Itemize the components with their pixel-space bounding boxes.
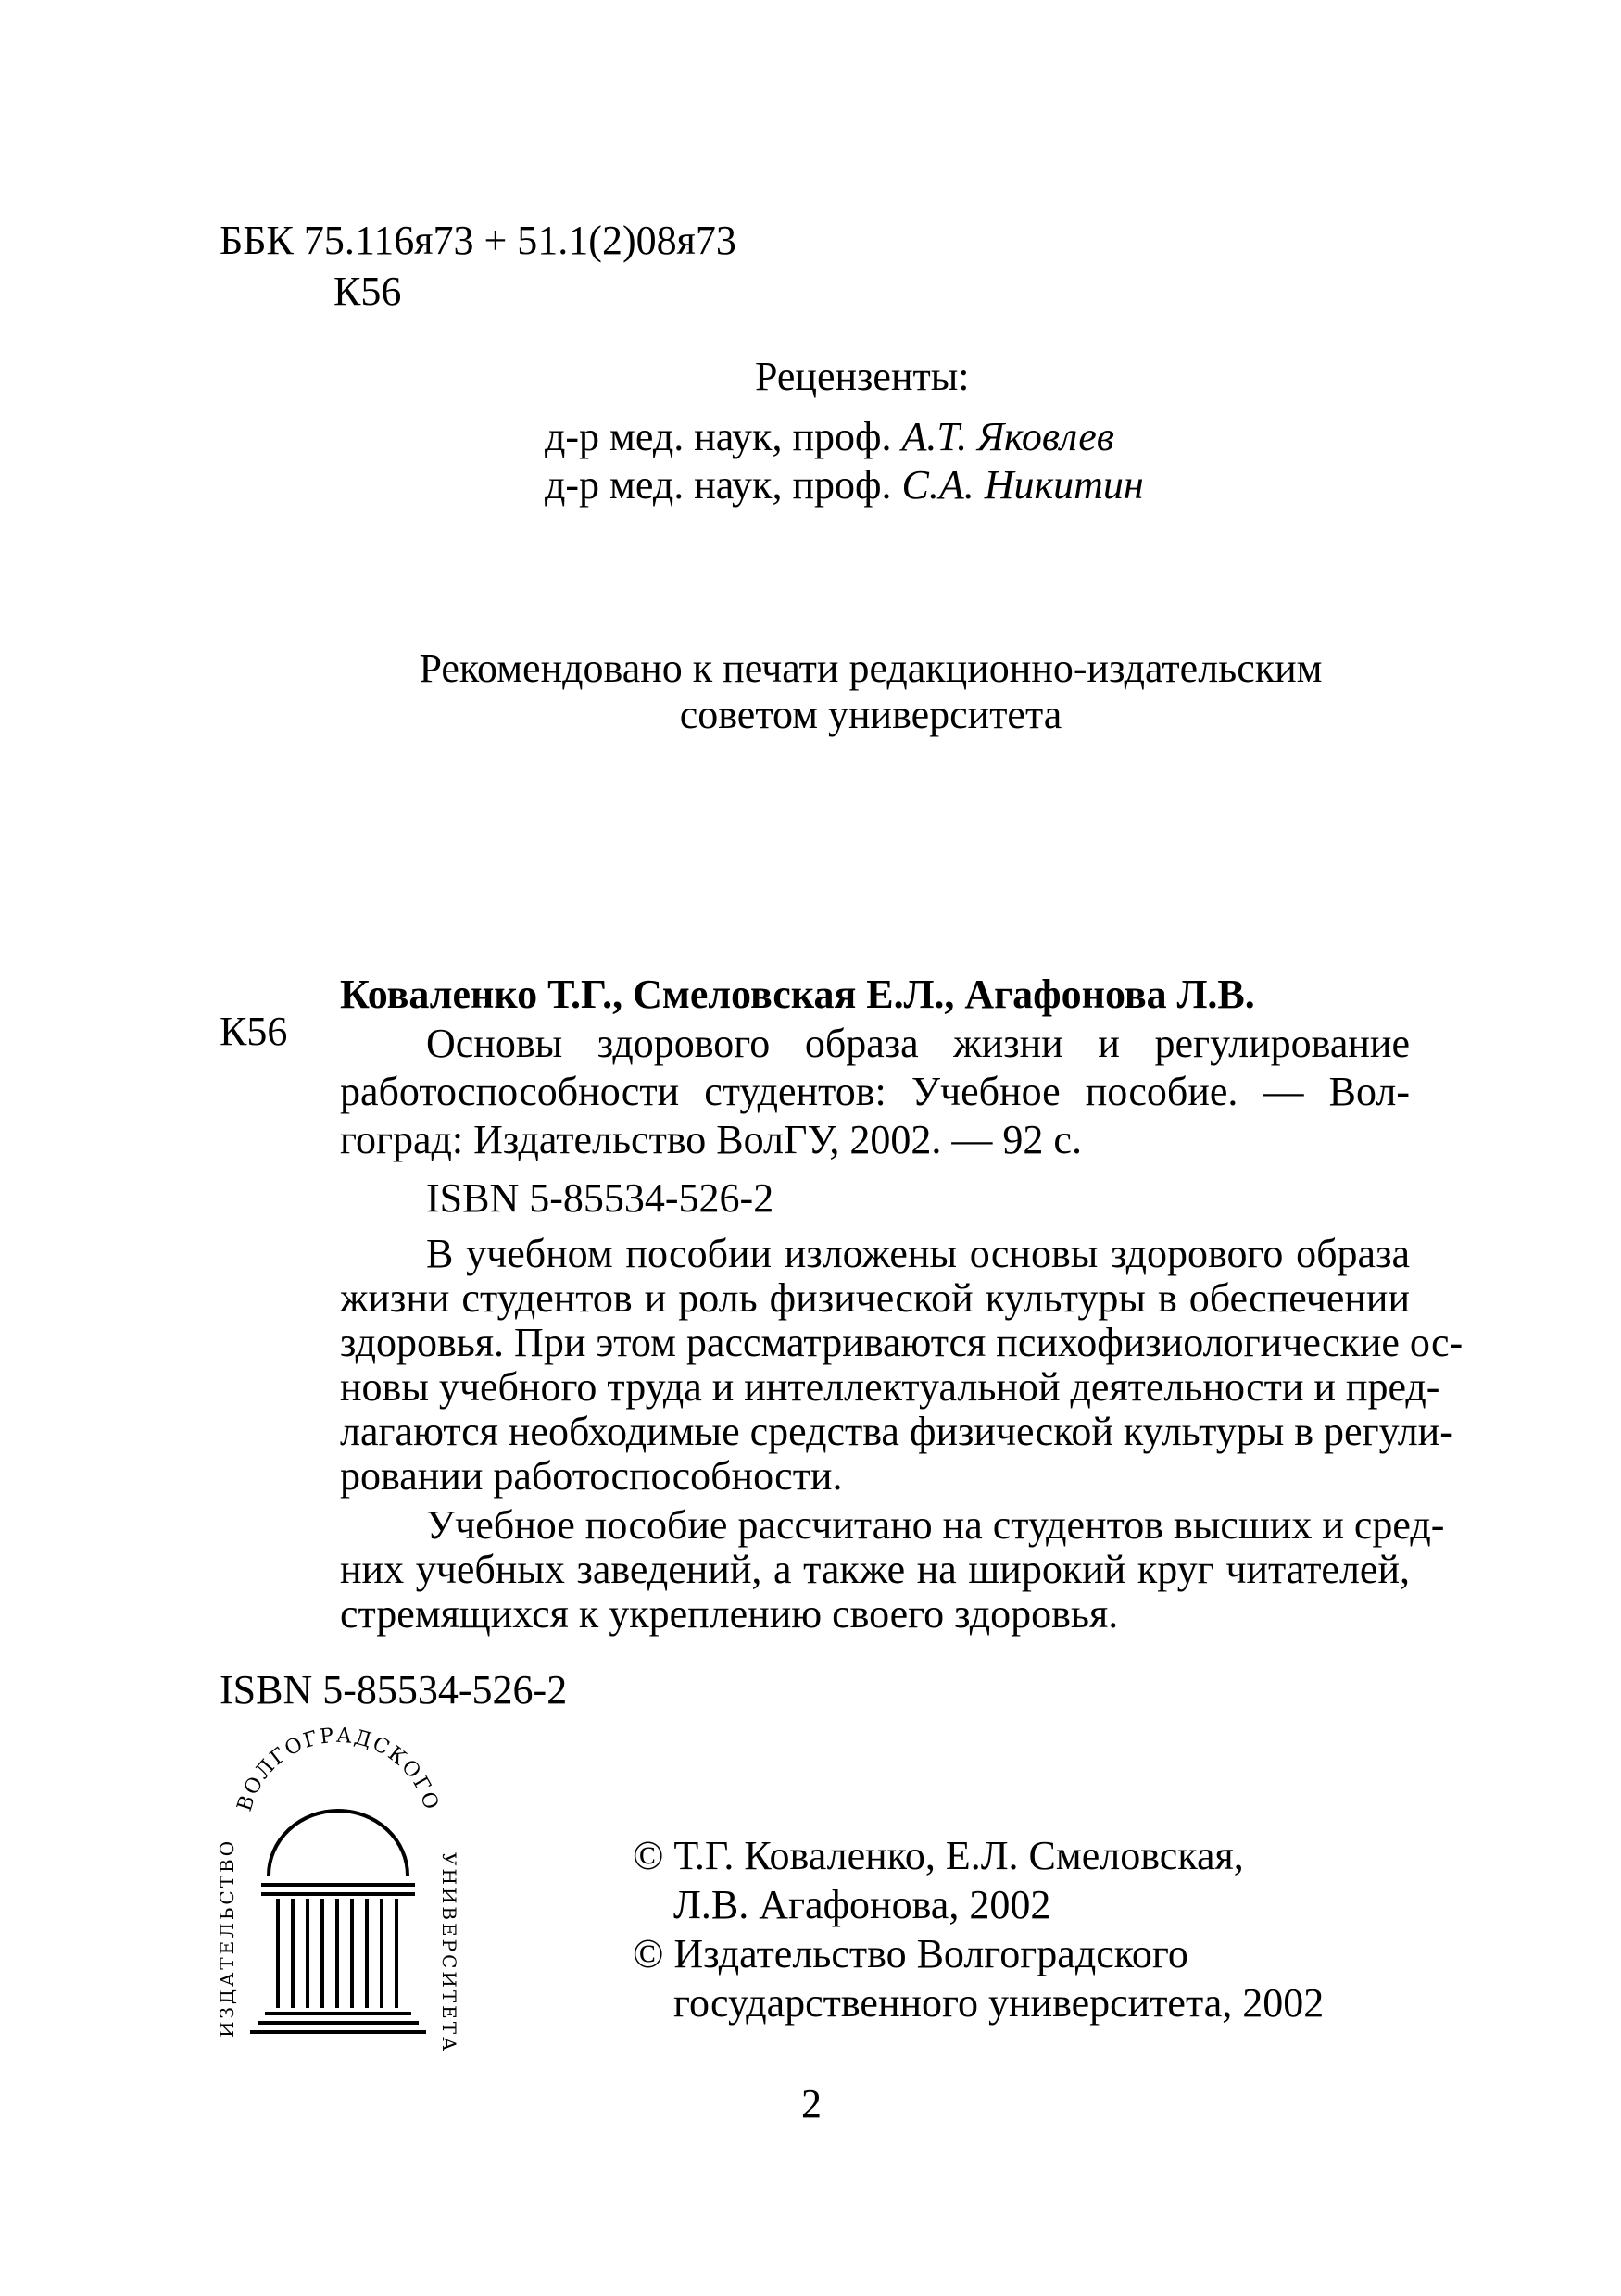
svg-text:ВОЛГОГРАДСКОГО: [233, 1725, 443, 1814]
copyright-line-2: Л.В. Агафонова, 2002: [673, 1882, 1051, 1927]
recommendation: [278, 648, 1464, 741]
page-number: 2: [801, 2081, 822, 2127]
copyright-line-3: © Издательство Волгоградского: [633, 1931, 1188, 1976]
abstract1-line-1: В учебном пособии изложены основы здорового образа: [426, 1231, 1410, 1276]
logo-left-text: ИЗДАТЕЛЬСТВО: [216, 1838, 238, 2038]
copyright-line-1: © Т.Г. Коваленко, Е.Л. Смеловская,: [633, 1833, 1244, 1878]
bbk-index: ББК 75.116я73 + 51.1(2)08я73: [220, 218, 736, 263]
authors: Коваленко Т.Г., Смеловская Е.Л., Агафонова Л.В.: [340, 972, 1255, 1017]
abstract2-line-3: стремящихся к укреплению своего здоровья.: [340, 1591, 1119, 1637]
logo-right-text: УНИВЕРСИТЕТА: [438, 1852, 460, 2054]
recommendation-line-2: советом университета: [679, 692, 1062, 737]
reviewer-1-title: д-р мед. наук, проф.: [545, 414, 902, 459]
author-mark-catalog: К56: [220, 1009, 288, 1054]
isbn-bottom: ISBN 5-85534-526-2: [220, 1667, 568, 1713]
abstract1-line-2: жизни студентов и роль физической культуры в обеспечении: [340, 1275, 1410, 1321]
desc-line-3: гоград: Издательство ВолГУ, 2002. — 92 с.: [340, 1117, 1082, 1162]
publisher-logo: [213, 1713, 463, 2056]
reviewers-heading: Рецензенты:: [755, 354, 970, 399]
author-mark-top: К56: [333, 269, 402, 314]
abstract1-line-6: ровании работоспособности.: [340, 1453, 843, 1499]
desc-line-2: работоспособности студентов: Учебное пособие. — Вол-: [340, 1069, 1410, 1114]
abstract2-line-2: них учебных заведений, а также на широкий круг читателей,: [340, 1547, 1410, 1592]
logo-arc-text: ВОЛГОГРАДСКОГО: [232, 1724, 444, 1814]
isbn-catalog: ISBN 5-85534-526-2: [426, 1175, 774, 1221]
copyright-line-4: государственного университета, 2002: [673, 1980, 1325, 2026]
abstract1-line-3: здоровья. При этом рассматриваются психофизиологические ос-: [340, 1320, 1464, 1365]
reviewer-2-title: д-р мед. наук, проф.: [545, 462, 902, 508]
reviewer-1: [545, 414, 1114, 459]
reviewer-2: [545, 462, 1144, 508]
recommendation-line-1: Рекомендовано к печати редакционно-издательским: [419, 646, 1323, 691]
reviewer-1-name: А.Т. Яковлев: [901, 414, 1114, 459]
abstract2-line-1: Учебное пособие рассчитано на студентов высших и сред-: [426, 1502, 1445, 1548]
abstract1-line-4: новы учебного труда и интеллектуальной деятельности и пред-: [340, 1364, 1440, 1410]
reviewer-2-name: С.А. Никитин: [901, 462, 1144, 508]
abstract1-line-5: лагаются необходимые средства физической культуры в регули-: [340, 1409, 1453, 1454]
desc-line-1: Основы здорового образа жизни и регулирование: [426, 1021, 1410, 1066]
